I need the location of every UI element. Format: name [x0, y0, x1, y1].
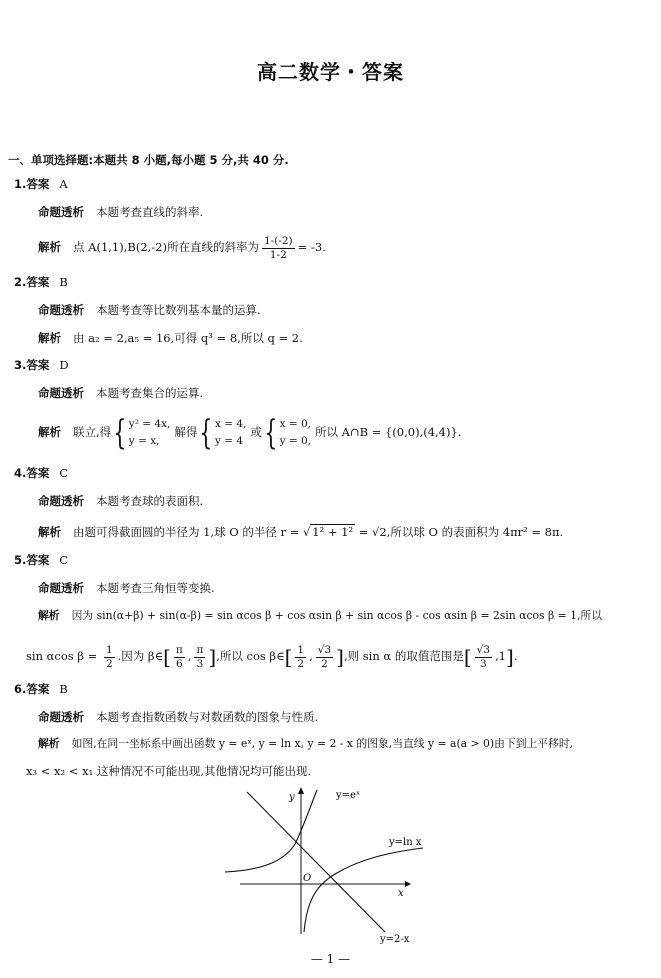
q6-answer-line [14, 681, 68, 697]
q4-analysis-label: 解析 [38, 525, 61, 539]
q1-intent-line [38, 204, 203, 220]
q3-intent-line [38, 385, 203, 401]
q1-analysis-label: 解析 [38, 240, 61, 254]
exp-curve [225, 790, 317, 872]
q5-half-fraction: $\frac{1}{2}$ [105, 643, 113, 670]
q2-answer: B [59, 275, 68, 289]
q2-analysis-label: 解析 [38, 331, 61, 345]
label-line: y=2-x [380, 934, 410, 945]
q4-sqrt-argument: 1² + 1² [312, 525, 354, 539]
q3-analysis-label: 解析 [38, 425, 61, 439]
page-title: 高二数学・答案 [257, 60, 404, 84]
q4-intent-label: 命题透析 [38, 494, 84, 508]
q3-intent-label: 命题透析 [38, 386, 84, 400]
q3-system-3: x = 0, y = 0, [279, 418, 311, 447]
q5-answer-line [14, 552, 68, 568]
q2-intent-label: 命题透析 [38, 303, 84, 317]
q3-result: 所以 A∩B = {(0,0),(4,4)}. [315, 425, 462, 439]
label-y-axis: y [289, 792, 295, 803]
q4-analysis-line: 解析 由题可得截面圆的半径为 1,球 O 的半径 r = √ 1² + 1² = √2,所以球 O 的表面积为 4πr² = 8π. [38, 525, 564, 539]
q6-intent: 本题考查指数函数与对数函数的图象与性质. [96, 710, 319, 724]
q3-answer-label: 答案 [26, 358, 50, 372]
q4-intent: 本题考查球的表面积. [96, 494, 204, 508]
q4-answer: C [59, 466, 69, 480]
q4-intent-line [38, 493, 203, 509]
q5-number: 5. [14, 553, 27, 567]
q3-answer: D [59, 358, 69, 372]
q6-intent-label: 命题透析 [38, 710, 84, 724]
q3-analysis-text: 联立,得 [73, 425, 112, 439]
q5-intent-label: 命题透析 [38, 581, 84, 595]
q5-analysis-text: 因为 sin(α+β) + sin(α-β) = sin αcos β + cos αsin β + sin αcos β - cos αsin β = 2sin αcos β = 1,所以 [71, 609, 603, 622]
q1-intent-label: 命题透析 [38, 205, 84, 219]
x-axis-arrow [405, 881, 411, 887]
page-number: — 1 — [310, 952, 351, 966]
q1-analysis-result: = -3. [297, 240, 326, 254]
q1-answer-label: 答案 [26, 177, 50, 191]
q6-analysis-text: 如图,在同一坐标系中画出函数 y = eˣ, y = ln x, y = 2 - x 的图象,当直线 y = a(a > 0)由下到上平移时, [71, 737, 574, 750]
q6-answer-label: 答案 [26, 682, 50, 696]
q5-intent: 本题考查三角恒等变换. [96, 581, 215, 595]
q4-number: 4. [14, 466, 27, 480]
q1-analysis-line [38, 232, 326, 262]
q3-system-1: y² = 4x, y = x, [128, 418, 171, 447]
q3-number: 3. [14, 358, 27, 372]
label-exp: y=eˣ [336, 790, 361, 801]
q4-analysis-text: 由题可得截面圆的半径为 1,球 O 的半径 r = [73, 525, 303, 539]
q2-answer-line [14, 274, 68, 290]
q1-answer-line [14, 176, 68, 192]
q4-answer-line [14, 465, 68, 481]
q1-intent: 本题考查直线的斜率. [96, 205, 204, 219]
q5-analysis-label: 解析 [38, 609, 60, 622]
q6-analysis-label: 解析 [38, 737, 60, 750]
ln-curve [304, 848, 423, 932]
q2-number: 2. [14, 275, 27, 289]
q6-number: 6. [14, 682, 27, 696]
q3-analysis-line: 解析 联立,得{ y² = 4x, y = x, 解得{ x = 4, y = 4 或{ x = 0, y = 0, 所以 A∩B = {(0,0),(4,4)}. [38, 413, 462, 453]
q1-answer: A [59, 177, 68, 191]
label-ln: y=ln x [389, 837, 422, 848]
q3-answer-line [14, 357, 69, 373]
function-graph [225, 782, 435, 947]
q2-answer-label: 答案 [26, 275, 50, 289]
q6-intent-line [38, 709, 318, 725]
q5-analysis-line-1 [38, 608, 602, 624]
label-x-axis: x [398, 888, 404, 899]
q5-analysis-line-2: sin αcos β = $\frac{1}{2}$ .因为 β∈[ $\frac{\pi}{6}$ , $\frac{\pi}{3}$ ],所以 cos β∈[ $\frac{1}{2}$ , $\frac{√3}{2}$ ],则 sin α 的取值范围是[ $\frac{√3}{3}$ ,1]. [26, 643, 518, 670]
q1-slope-fraction: $\frac{1-(-2)}{1-2}$ [263, 234, 293, 261]
q4-radius: = √2 [355, 525, 387, 539]
label-origin: O [303, 873, 312, 884]
q4-answer-label: 答案 [26, 466, 50, 480]
q6-analysis-line-2 [26, 763, 311, 779]
q2-intent-line [38, 302, 261, 318]
q3-intent: 本题考查集合的运算. [96, 386, 204, 400]
q6-answer: B [59, 682, 68, 696]
q2-analysis: 由 a₂ = 2,a₅ = 16,可得 q³ = 8,所以 q = 2. [73, 331, 303, 345]
q5-answer: C [59, 553, 69, 567]
q6-analysis-conclusion: x₃ < x₂ < x₁ 这种情况不可能出现,其他情况均可能出现. [26, 764, 312, 778]
q1-number: 1. [14, 177, 27, 191]
q1-analysis-text: 点 A(1,1),B(2,-2)所在直线的斜率为 [73, 240, 259, 254]
line-2-minus-x [247, 792, 385, 932]
q2-intent: 本题考查等比数列基本量的运算. [96, 303, 261, 317]
section-heading: 一、单项选择题:本题共 8 小题,每小题 5 分,共 40 分. [8, 153, 289, 167]
y-axis-arrow [298, 787, 304, 794]
q3-solve-text: 解得 [174, 425, 198, 439]
q3-system-2: x = 4, y = 4 [215, 418, 247, 447]
q3-or-text: 或 [250, 425, 262, 439]
q6-analysis-line-1 [38, 736, 573, 752]
q5-intent-line [38, 580, 215, 596]
q2-analysis-line [38, 330, 303, 346]
q5-answer-label: 答案 [26, 553, 50, 567]
q4-result: ,所以球 O 的表面积为 4πr² = 8π. [386, 525, 564, 539]
